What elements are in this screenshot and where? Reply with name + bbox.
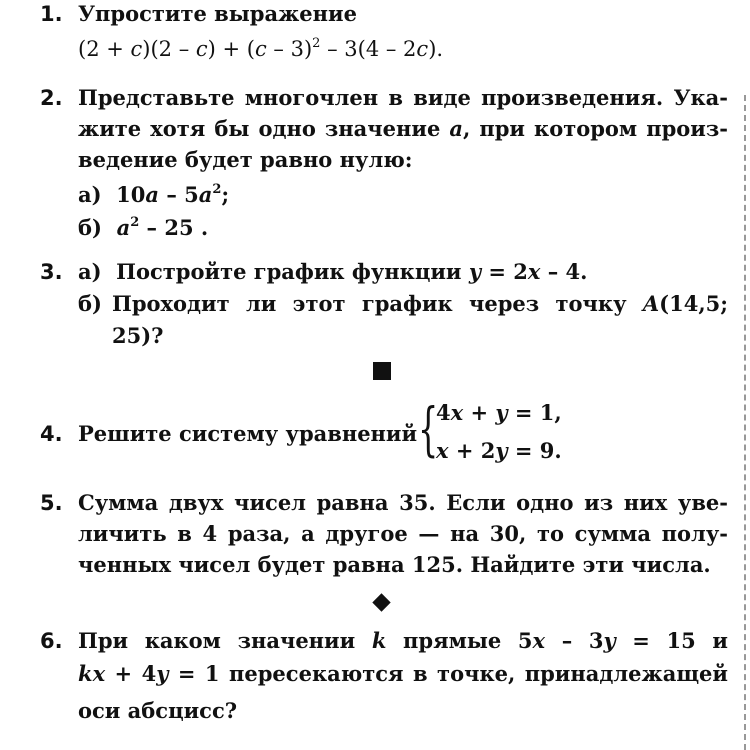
problem-2-number: 2.: [40, 86, 63, 110]
problem-3-part-b-line-2: 25)?: [112, 323, 164, 348]
problem-2-part-a: а) $10a - 5a^2$;: [78, 182, 230, 207]
problem-6-line-2: kx + 4y = 1 пересекаются в точке, принадлежащей: [78, 661, 728, 686]
problem-3-part-b-line-1: Проходит ли этот график через точку A(14,5;: [112, 291, 728, 316]
problem-4-equation-2: x + 2y = 9.: [436, 438, 562, 463]
problem-2-line-3: ведение будет равно нулю:: [78, 147, 413, 172]
problem-3-part-b-label: б): [78, 291, 102, 316]
problem-1-number: 1.: [40, 2, 63, 26]
problem-4-number: 4.: [40, 422, 63, 446]
section-divider-square: [373, 362, 391, 380]
problem-1-text: Упростите выражение: [78, 1, 357, 26]
page-edge-rule: [744, 95, 746, 750]
problem-4-equation-1: 4x + y = 1,: [436, 400, 562, 425]
problem-5-number: 5.: [40, 491, 63, 515]
problem-5-line-3: ченных чисел будет равна 125. Найдите эти числа.: [78, 552, 711, 577]
problem-6-line-1: При каком значении k прямые 5x – 3y = 15 и: [78, 628, 728, 653]
problem-3-number: 3.: [40, 260, 63, 284]
problem-6-number: 6.: [40, 629, 63, 653]
problem-3-part-a: а) Постройте график функции y = 2x – 4.: [78, 259, 588, 284]
problem-2-line-2: жите хотя бы одно значение a, при котором произ-: [78, 116, 728, 141]
section-divider-diamond: [372, 593, 390, 611]
problem-5-line-2: личить в 4 раза, а другое — на 30, то сумма полу-: [78, 521, 728, 546]
problem-5-line-1: Сумма двух чисел равна 35. Если одно из них уве-: [78, 490, 728, 515]
problem-6-line-3: оси абсцисс?: [78, 698, 238, 723]
problem-2-line-1: Представьте многочлен в виде произведения. Ука-: [78, 85, 728, 110]
problem-4-text: Решите систему уравнений: [78, 421, 418, 446]
system-brace: {: [418, 395, 439, 463]
problem-2-part-b: б) $a^2 - 25$ .: [78, 215, 209, 240]
problem-1-expression: (2 + c)(2 – c) + (c – 3)$^2$ – 3(4 – 2c).: [78, 36, 444, 61]
